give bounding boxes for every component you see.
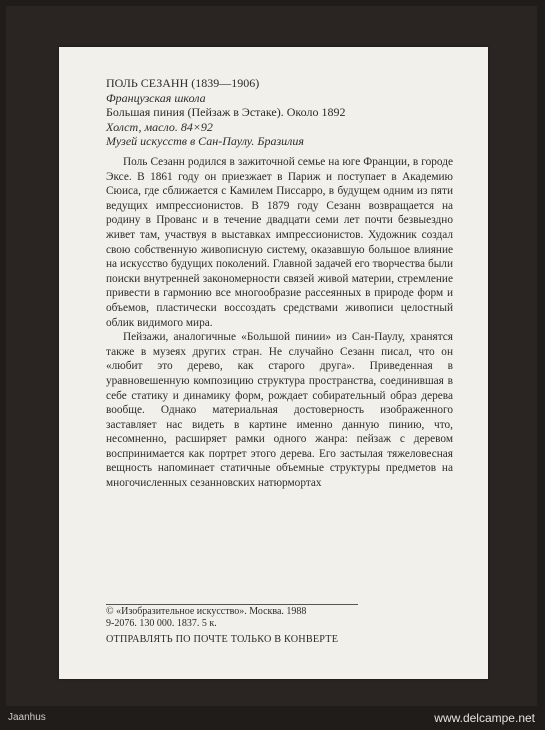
- postal-note: ОТПРАВЛЯТЬ ПО ПОЧТЕ ТОЛЬКО В КОНВЕРТЕ: [106, 634, 339, 645]
- copyright-line: © «Изобразительное искусство». Москва. 1988: [106, 606, 307, 617]
- art-school: Французская школа: [106, 90, 206, 105]
- publisher-imprint: [106, 606, 306, 630]
- artwork-museum: Музей искусств в Сан-Паулу. Бразилия: [106, 134, 304, 149]
- artwork-title: Большая пиния (Пейзаж в Эстаке). Около 1892: [106, 105, 346, 120]
- artwork-medium: Холст, масло. 84×92: [106, 119, 213, 134]
- site-watermark: www.delcampe.net: [434, 711, 535, 725]
- paragraph-biography: Поль Сезанн родился в зажиточной семье на юге Франции, в городе Эксе. В 1861 году он приезжает в Париж и поступает в Академию Сюиса, где сближается с Камилем Писсарро, в будущем одним из пяти ведущих импрессионистов. В 1879 году Сезанн возвращается на родину в Прованс и в течение двадцати семи лет почти безвыездно живет там, участвуя в выставках импрессионистов. Художник создал свою собственную живописную систему, оказавшую большое влияние на искусство будущих поколений. Главной задачей его творчества были поиски внутренней закономерности связей живой материи, стремление привести в гармонию все многообразие рассеянных в природе форм и объемов, пластически воссоздать средствами живописи целостный облик видимого мира.: [106, 156, 453, 329]
- seller-watermark: Jaanhus: [8, 712, 46, 723]
- print-info: 9-2076. 130 000. 1837. 5 к.: [106, 618, 217, 629]
- paragraph-artwork: Пейзажи, аналогичные «Большой пинии» из Сан-Паулу, хранятся также в музеях других стран. Не случайно Сезанн писал, что он «любит это дерево, как старого друга». Приведенная в уравновешенную композицию структура пространства, соединившая в себе статику и динамику форм, рождает собирательный образ дерева вообще. Однако материальная достоверность изображенного заставляет нас видеть в картине именно данную пинию, что, несомненно, расширяет рамки одного жанра: пейзаж с деревом воспринимается как портрет этого дерева. Его застылая тяжеловесная вещность напоминает статичные объемные структуры предметов на многочисленных сезанновских натюрмортах: [106, 331, 453, 490]
- artwork-header: [106, 76, 476, 149]
- footer-divider: [106, 604, 358, 605]
- description-text: [106, 155, 453, 491]
- postcard: [59, 47, 488, 679]
- artist-name: ПОЛЬ СЕЗАНН (1839—1906): [106, 76, 260, 90]
